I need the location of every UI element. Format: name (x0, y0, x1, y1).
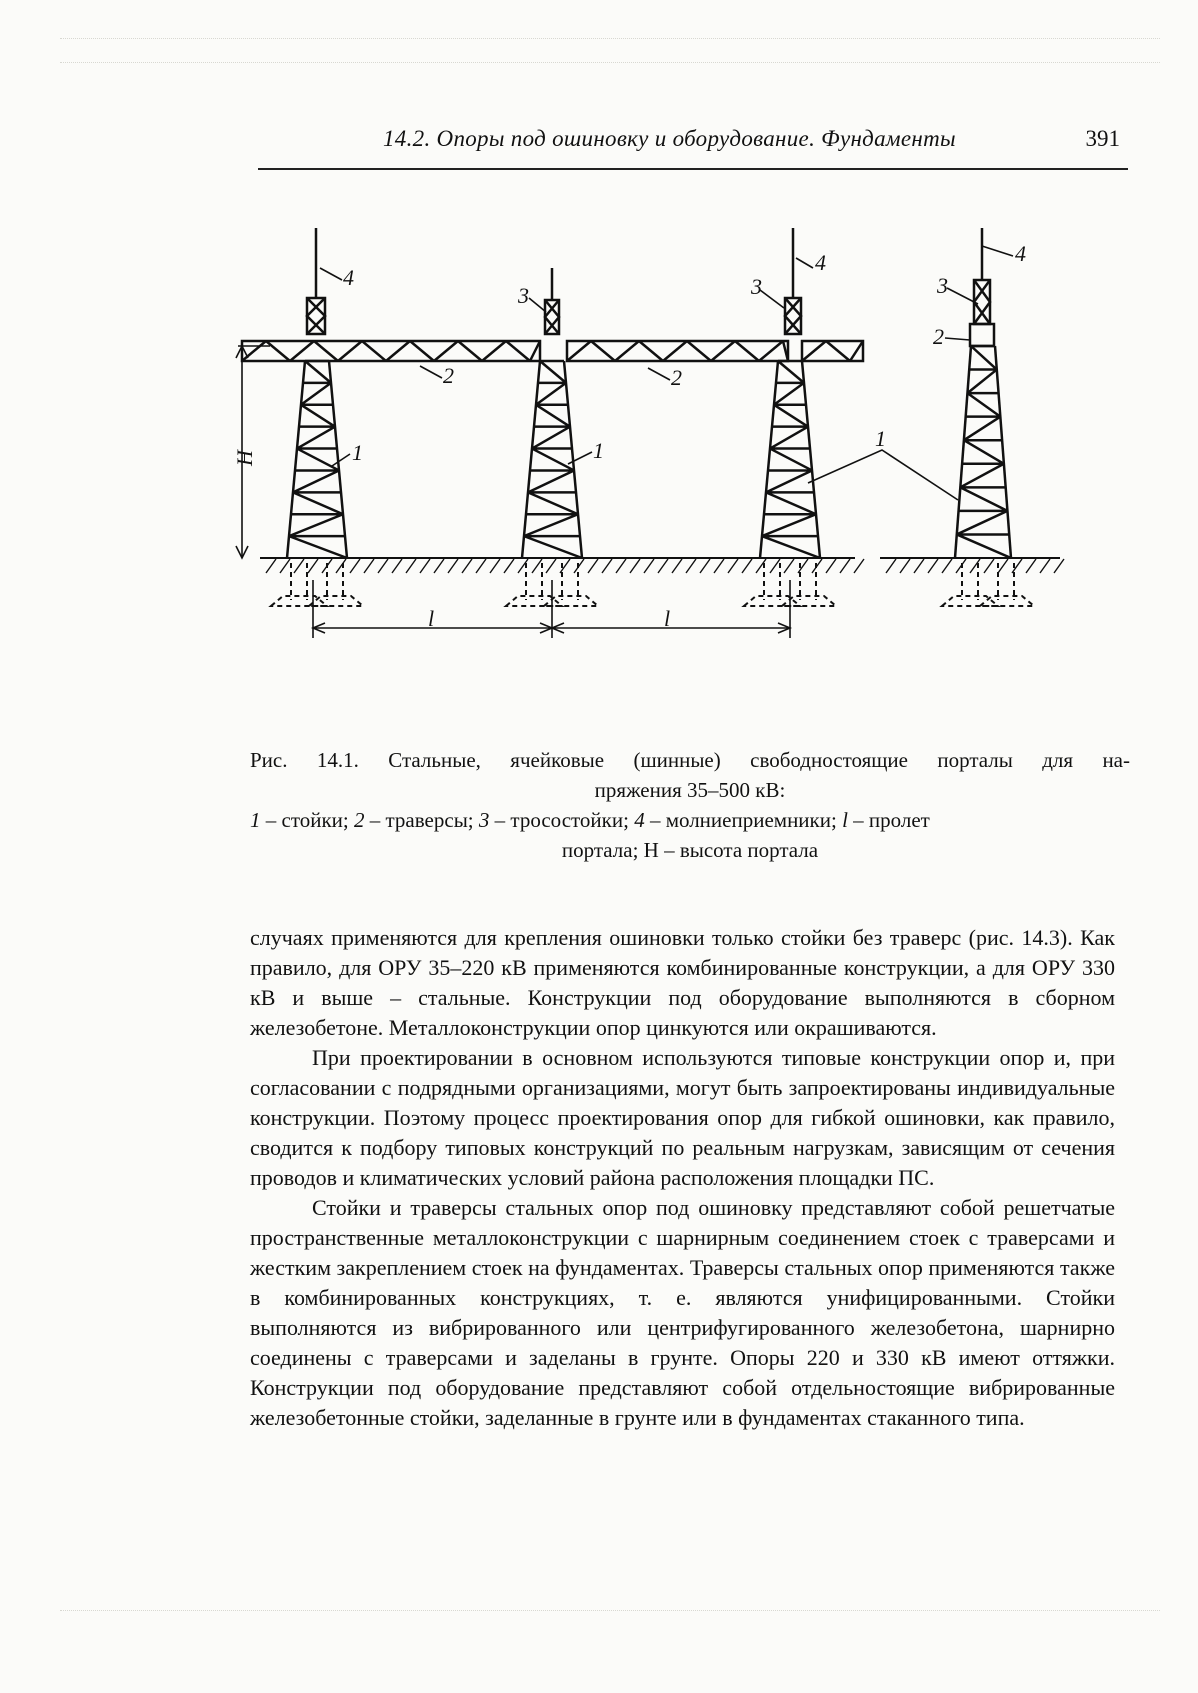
rack-leg (995, 346, 1011, 558)
cable-post (545, 268, 559, 334)
lattice-rack (955, 346, 1011, 558)
portal-drawing (230, 228, 1150, 698)
label-cable-post: 3 (751, 274, 762, 299)
label-span: l (428, 606, 435, 631)
leader-rack (332, 454, 350, 466)
caption-line: Рис. 14.1. Стальные, ячейковые (шинные) свободностоящие порталы для на- (250, 748, 1130, 772)
post-frame (785, 298, 801, 334)
crossbar-truss (242, 341, 540, 361)
leader-crossbar (420, 366, 442, 378)
label-cable-post: 3 (937, 273, 948, 298)
figure-portal-drawing (230, 228, 1150, 698)
crossbar-truss (802, 341, 863, 361)
paragraph: При проектировании в основном используются типовые конструкции опор и, при согласовании с подрядными организациями, могут быть запроектированы индивидуальные конструкции. Поэтому процесс проектирования опор для гибкой ошиновки, как правило, сводится к подбору типовых конструкций по реальным нагрузкам, зависящим от сечения проводов и климатических условий района расположения площадки ПС. (250, 1045, 1115, 1190)
truss-chords (802, 341, 863, 361)
label-lightning-rod: 4 (815, 250, 826, 275)
paragraph: случаях применяются для крепления ошиновки только стойки без траверс (рис. 14.3). Как правило, для ОРУ 35–220 кВ применяются комбинированные конструкции, а для ОРУ 330 кВ и выше – стальные. Конструкции под оборудование выполняются в сборном железобетоне. Металлоконструкции опор цинкуются или окрашиваются. (250, 925, 1115, 1040)
crossbars (242, 341, 863, 361)
running-title: 14.2. Опоры под ошиновку и оборудование. Фундаменты (383, 126, 956, 151)
legend-text: – пролет (847, 808, 930, 832)
label-rack: 1 (352, 440, 363, 465)
leader-post (760, 290, 784, 308)
ground-segment (880, 558, 1064, 573)
crossbar-truss (567, 341, 788, 361)
legend-number: l (842, 808, 848, 832)
foundation-footing (271, 596, 363, 606)
rack-leg (564, 361, 582, 558)
leader-post (529, 298, 546, 312)
rack-leg (287, 361, 305, 558)
rack-leg (329, 361, 347, 558)
caption-legend (250, 805, 1130, 835)
scan-artifact-line (60, 62, 1160, 63)
figure-caption (250, 745, 1130, 865)
cable-post (974, 228, 990, 324)
rack-head (970, 324, 994, 346)
post-frame (307, 298, 325, 334)
label-height: H (232, 450, 257, 466)
rack-leg (955, 346, 971, 558)
post-frame (545, 300, 559, 334)
leader-rod (320, 268, 342, 280)
post-bracing (545, 300, 559, 334)
post-bracing (974, 280, 990, 324)
foundation (271, 563, 363, 606)
truss-bracing (802, 341, 863, 361)
legend-text: – стойки; (260, 808, 354, 832)
label-crossbar: 2 (671, 365, 682, 390)
post-bracing (307, 298, 325, 334)
running-header (258, 124, 1128, 170)
label-crossbar: 2 (933, 324, 944, 349)
foundation (942, 563, 1034, 606)
legend-number: 1 (250, 808, 261, 832)
leader-head (945, 338, 970, 340)
label-rack: 1 (875, 426, 886, 451)
legend-number: 3 (478, 808, 490, 832)
post-bracing (785, 298, 801, 334)
legend-number: 4 (634, 808, 645, 832)
lattice-rack (760, 361, 820, 558)
cable-post (785, 228, 801, 334)
post-frame (974, 280, 990, 324)
leader-rod (982, 246, 1013, 256)
leader-lines (320, 246, 1013, 500)
ground-hatching (886, 559, 1064, 573)
legend-text: – молниеприемники; (644, 808, 843, 832)
rack-leg (802, 361, 820, 558)
lattice-rack (522, 361, 582, 558)
ground-line (260, 558, 1064, 606)
page-number: 391 (1085, 126, 1120, 151)
foundation-footing (942, 596, 1034, 606)
caption-line: портала; Н – высота портала (561, 838, 819, 862)
paragraph: Стойки и траверсы стальных опор под ошиновку представляют собой решетчатые пространственные металлоконструкции с шарнирным соединением стоек с траверсами и жестким закреплением стоек на фундаментах. Траверсы стальных опор применяются также в комбинированных конструкциях, т. е. являются унифицированными. Стойки выполняются из вибрированного или центрифугированного железобетона, шарнирно соединены с траверсами и заделаны в грунте. Опоры 220 и 330 кВ имеют оттяжки. Конструкции под оборудование представляют собой отдельностоящие вибрированные железобетонные стойки, заделанные в грунте или в фундаментах стаканного типа. (250, 1195, 1115, 1430)
body-text (250, 923, 1115, 1433)
label-rack: 1 (593, 438, 604, 463)
legend-text: – траверсы; (364, 808, 479, 832)
label-cable-post: 3 (518, 283, 529, 308)
scan-artifact-line (60, 1610, 1160, 1611)
legend-number: 2 (354, 808, 365, 832)
leader-rod (796, 258, 813, 268)
rack-leg (522, 361, 540, 558)
lattice-rack (287, 361, 347, 558)
label-crossbar: 2 (443, 363, 454, 388)
label-lightning-rod: 4 (343, 265, 354, 290)
label-lightning-rod: 4 (1015, 241, 1026, 266)
tower-racks (287, 228, 1011, 558)
truss-bracing (242, 341, 540, 361)
truss-bracing (567, 341, 788, 361)
scan-artifact-line (60, 38, 1160, 39)
cable-post (307, 228, 325, 334)
leader-rack (808, 450, 958, 500)
ground-hatching (266, 559, 864, 573)
rack-leg (760, 361, 778, 558)
leader-crossbar (648, 368, 670, 380)
label-span: l (664, 606, 671, 631)
legend-text: – тросостойки; (489, 808, 635, 832)
caption-line: пряжения 35–500 кВ: (594, 778, 786, 802)
